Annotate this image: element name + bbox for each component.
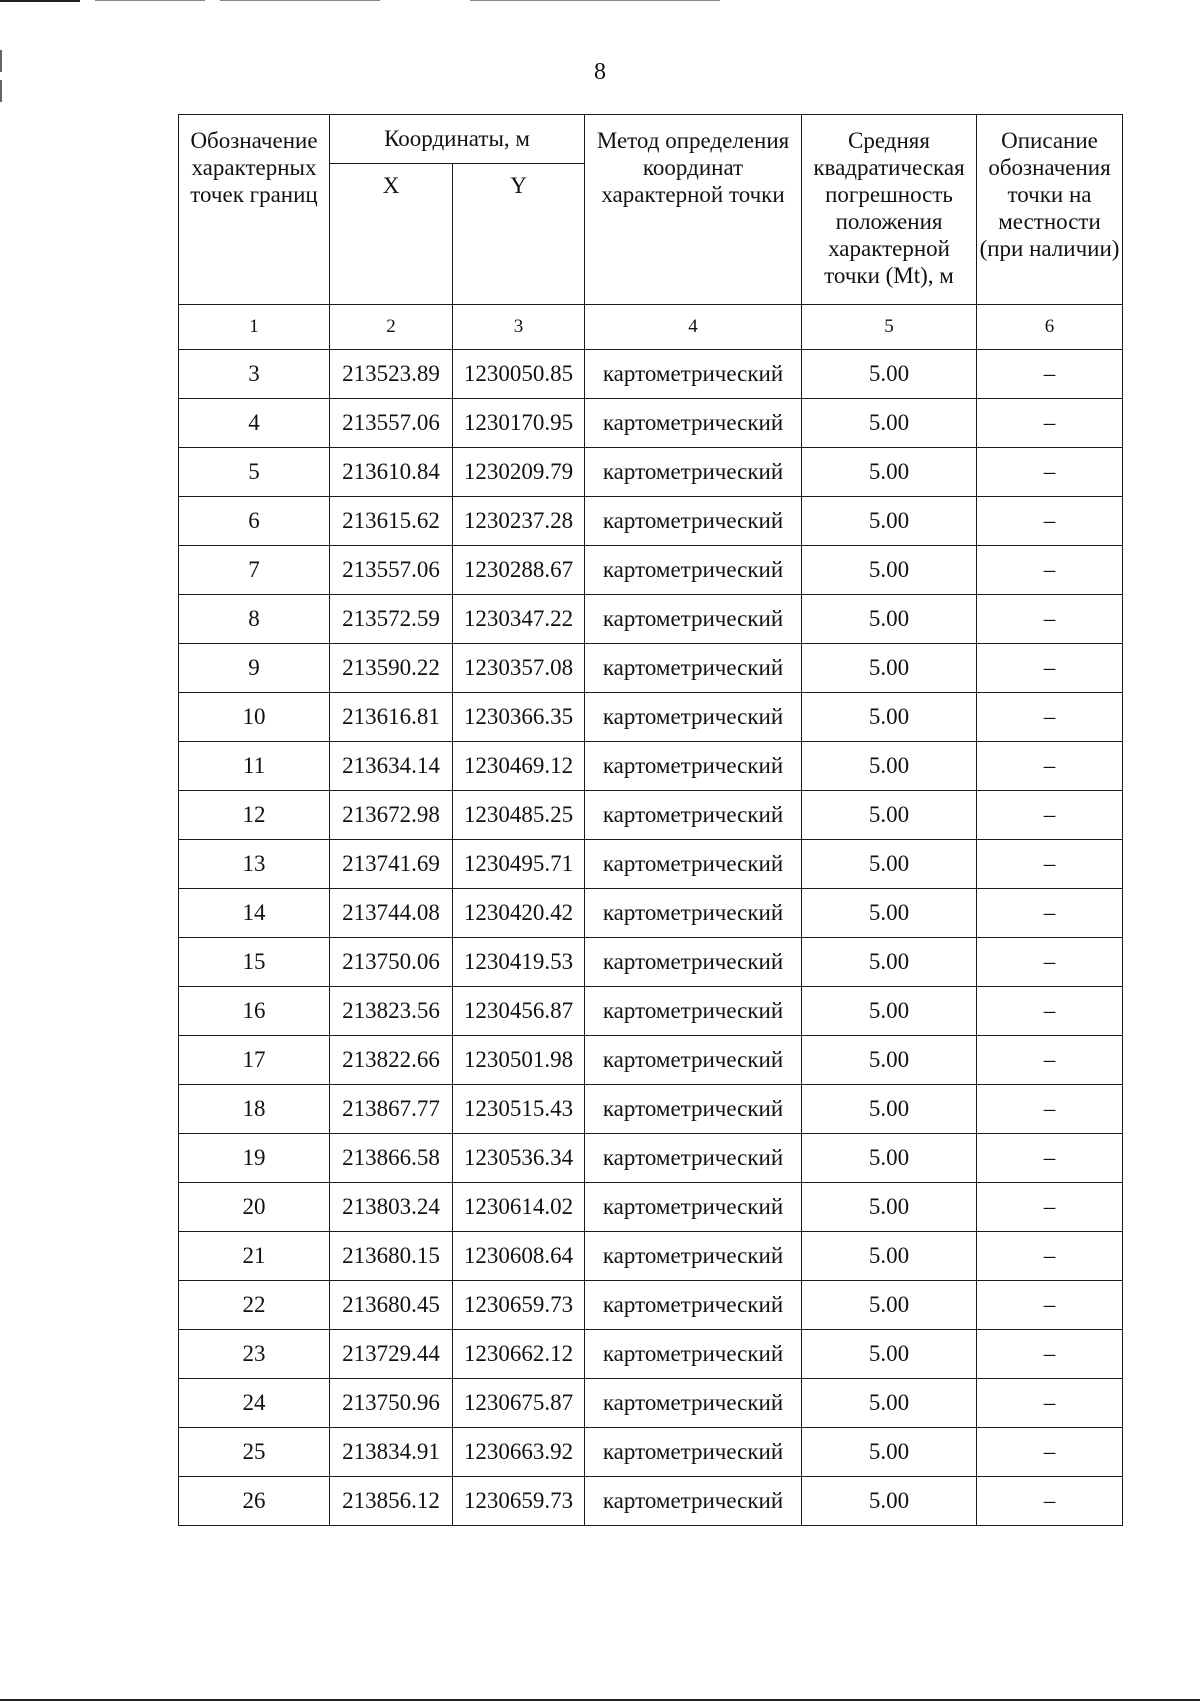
- cell-description: –: [977, 889, 1123, 938]
- cell-point: 21: [179, 1232, 330, 1281]
- cell-y: 1230536.34: [453, 1134, 585, 1183]
- cell-description: –: [977, 840, 1123, 889]
- cell-description: –: [977, 1330, 1123, 1379]
- cell-x: 213616.81: [330, 693, 453, 742]
- cell-x: 213615.62: [330, 497, 453, 546]
- cell-error: 5.00: [802, 1281, 977, 1330]
- cell-y: 1230209.79: [453, 448, 585, 497]
- table-row: [179, 1085, 1123, 1134]
- cell-description: –: [977, 987, 1123, 1036]
- cell-y: 1230347.22: [453, 595, 585, 644]
- cell-method: картометрический: [585, 644, 802, 693]
- cell-point: 25: [179, 1428, 330, 1477]
- cell-y: 1230501.98: [453, 1036, 585, 1085]
- cell-description: –: [977, 1379, 1123, 1428]
- cell-x: 213557.06: [330, 399, 453, 448]
- cell-description: –: [977, 497, 1123, 546]
- column-number: 1: [179, 305, 330, 350]
- cell-error: 5.00: [802, 1477, 977, 1526]
- cell-x: 213634.14: [330, 742, 453, 791]
- cell-x: 213744.08: [330, 889, 453, 938]
- cell-x: 213867.77: [330, 1085, 453, 1134]
- cell-error: 5.00: [802, 693, 977, 742]
- cell-x: 213729.44: [330, 1330, 453, 1379]
- cell-method: картометрический: [585, 1330, 802, 1379]
- cell-method: картометрический: [585, 987, 802, 1036]
- table-row: [179, 1477, 1123, 1526]
- cell-x: 213750.06: [330, 938, 453, 987]
- header-y: Y: [453, 164, 585, 305]
- table-row: [179, 1281, 1123, 1330]
- cell-y: 1230419.53: [453, 938, 585, 987]
- cell-x: 213741.69: [330, 840, 453, 889]
- cell-error: 5.00: [802, 791, 977, 840]
- cell-point: 24: [179, 1379, 330, 1428]
- cell-error: 5.00: [802, 644, 977, 693]
- cell-error: 5.00: [802, 742, 977, 791]
- cell-description: –: [977, 546, 1123, 595]
- cell-point: 15: [179, 938, 330, 987]
- table-row: [179, 889, 1123, 938]
- cell-y: 1230495.71: [453, 840, 585, 889]
- column-number: 3: [453, 305, 585, 350]
- cell-method: картометрический: [585, 497, 802, 546]
- cell-point: 12: [179, 791, 330, 840]
- cell-y: 1230170.95: [453, 399, 585, 448]
- header-x: X: [330, 164, 453, 305]
- cell-point: 19: [179, 1134, 330, 1183]
- cell-point: 26: [179, 1477, 330, 1526]
- cell-description: –: [977, 448, 1123, 497]
- cell-method: картометрический: [585, 350, 802, 399]
- table-row: [179, 742, 1123, 791]
- cell-point: 6: [179, 497, 330, 546]
- cell-description: –: [977, 399, 1123, 448]
- table-row: [179, 448, 1123, 497]
- table-row: [179, 693, 1123, 742]
- scan-artifact: [220, 0, 380, 1]
- cell-point: 7: [179, 546, 330, 595]
- cell-description: –: [977, 1281, 1123, 1330]
- cell-y: 1230366.35: [453, 693, 585, 742]
- cell-description: –: [977, 1428, 1123, 1477]
- table-row: [179, 1428, 1123, 1477]
- table-row: [179, 938, 1123, 987]
- cell-y: 1230659.73: [453, 1281, 585, 1330]
- cell-y: 1230469.12: [453, 742, 585, 791]
- cell-description: –: [977, 1477, 1123, 1526]
- cell-x: 213803.24: [330, 1183, 453, 1232]
- table-row: [179, 399, 1123, 448]
- cell-point: 22: [179, 1281, 330, 1330]
- cell-point: 3: [179, 350, 330, 399]
- cell-x: 213590.22: [330, 644, 453, 693]
- table-row: [179, 644, 1123, 693]
- cell-error: 5.00: [802, 1183, 977, 1232]
- cell-error: 5.00: [802, 497, 977, 546]
- cell-point: 18: [179, 1085, 330, 1134]
- cell-x: 213822.66: [330, 1036, 453, 1085]
- cell-x: 213680.15: [330, 1232, 453, 1281]
- cell-point: 14: [179, 889, 330, 938]
- cell-point: 10: [179, 693, 330, 742]
- cell-method: картометрический: [585, 1379, 802, 1428]
- cell-error: 5.00: [802, 448, 977, 497]
- column-number: 2: [330, 305, 453, 350]
- cell-method: картометрический: [585, 693, 802, 742]
- scan-edge-top: [0, 0, 80, 2]
- cell-method: картометрический: [585, 595, 802, 644]
- cell-method: картометрический: [585, 546, 802, 595]
- page-number: 8: [594, 59, 606, 85]
- cell-point: 5: [179, 448, 330, 497]
- cell-y: 1230675.87: [453, 1379, 585, 1428]
- cell-error: 5.00: [802, 1379, 977, 1428]
- cell-description: –: [977, 595, 1123, 644]
- column-number: 6: [977, 305, 1123, 350]
- cell-method: картометрический: [585, 1428, 802, 1477]
- cell-method: картометрический: [585, 1085, 802, 1134]
- scan-artifact: [470, 0, 720, 1]
- table-row: [179, 1232, 1123, 1281]
- cell-point: 23: [179, 1330, 330, 1379]
- cell-x: 213866.58: [330, 1134, 453, 1183]
- cell-error: 5.00: [802, 595, 977, 644]
- table-body: [179, 350, 1123, 1526]
- cell-x: 213557.06: [330, 546, 453, 595]
- cell-point: 4: [179, 399, 330, 448]
- cell-error: 5.00: [802, 1036, 977, 1085]
- cell-point: 13: [179, 840, 330, 889]
- table-row: [179, 1379, 1123, 1428]
- cell-x: 213823.56: [330, 987, 453, 1036]
- cell-error: 5.00: [802, 399, 977, 448]
- cell-error: 5.00: [802, 350, 977, 399]
- table-row: [179, 1330, 1123, 1379]
- cell-y: 1230662.12: [453, 1330, 585, 1379]
- cell-description: –: [977, 693, 1123, 742]
- cell-x: 213523.89: [330, 350, 453, 399]
- cell-description: –: [977, 1134, 1123, 1183]
- cell-y: 1230288.67: [453, 546, 585, 595]
- cell-x: 213750.96: [330, 1379, 453, 1428]
- cell-description: –: [977, 1085, 1123, 1134]
- cell-error: 5.00: [802, 889, 977, 938]
- cell-description: –: [977, 350, 1123, 399]
- cell-x: 213680.45: [330, 1281, 453, 1330]
- cell-error: 5.00: [802, 1134, 977, 1183]
- cell-method: картометрический: [585, 889, 802, 938]
- cell-method: картометрический: [585, 399, 802, 448]
- cell-method: картометрический: [585, 938, 802, 987]
- cell-x: 213856.12: [330, 1477, 453, 1526]
- cell-method: картометрический: [585, 791, 802, 840]
- cell-point: 11: [179, 742, 330, 791]
- cell-y: 1230456.87: [453, 987, 585, 1036]
- table-row: [179, 1036, 1123, 1085]
- coordinates-table: [178, 114, 1123, 1526]
- header-description: Описание обозначения точки на местности (при наличии): [977, 115, 1123, 305]
- cell-y: 1230420.42: [453, 889, 585, 938]
- cell-error: 5.00: [802, 938, 977, 987]
- cell-y: 1230659.73: [453, 1477, 585, 1526]
- cell-point: 17: [179, 1036, 330, 1085]
- cell-y: 1230357.08: [453, 644, 585, 693]
- cell-method: картометрический: [585, 1477, 802, 1526]
- cell-method: картометрический: [585, 1232, 802, 1281]
- cell-error: 5.00: [802, 1232, 977, 1281]
- cell-description: –: [977, 742, 1123, 791]
- header-coordinates: Координаты, м: [330, 115, 585, 164]
- cell-method: картометрический: [585, 448, 802, 497]
- cell-point: 16: [179, 987, 330, 1036]
- cell-description: –: [977, 791, 1123, 840]
- header-method: Метод определения координат характерной точки: [585, 115, 802, 305]
- cell-method: картометрический: [585, 742, 802, 791]
- cell-description: –: [977, 1232, 1123, 1281]
- table-row: [179, 497, 1123, 546]
- table-row: [179, 1134, 1123, 1183]
- scan-artifact: [95, 0, 205, 1]
- table-row: [179, 546, 1123, 595]
- cell-x: 213610.84: [330, 448, 453, 497]
- cell-error: 5.00: [802, 840, 977, 889]
- cell-method: картометрический: [585, 1281, 802, 1330]
- column-numbers-row: [179, 305, 1123, 350]
- cell-y: 1230485.25: [453, 791, 585, 840]
- cell-error: 5.00: [802, 1428, 977, 1477]
- table-row: [179, 1183, 1123, 1232]
- header-error: Средняя квадратическая погрешность положения характерной точки (Mt), м: [802, 115, 977, 305]
- cell-error: 5.00: [802, 1085, 977, 1134]
- cell-x: 213572.59: [330, 595, 453, 644]
- cell-y: 1230663.92: [453, 1428, 585, 1477]
- table-header: [179, 115, 1123, 350]
- table-row: [179, 595, 1123, 644]
- table-row: [179, 791, 1123, 840]
- cell-description: –: [977, 1036, 1123, 1085]
- cell-point: 20: [179, 1183, 330, 1232]
- cell-method: картометрический: [585, 1036, 802, 1085]
- cell-description: –: [977, 1183, 1123, 1232]
- cell-y: 1230515.43: [453, 1085, 585, 1134]
- table-row: [179, 840, 1123, 889]
- cell-point: 9: [179, 644, 330, 693]
- cell-x: 213672.98: [330, 791, 453, 840]
- cell-error: 5.00: [802, 1330, 977, 1379]
- cell-y: 1230050.85: [453, 350, 585, 399]
- cell-description: –: [977, 938, 1123, 987]
- cell-x: 213834.91: [330, 1428, 453, 1477]
- table-row: [179, 987, 1123, 1036]
- header-point-designation: Обозначение характерных точек границ: [179, 115, 330, 305]
- cell-error: 5.00: [802, 546, 977, 595]
- cell-method: картометрический: [585, 1183, 802, 1232]
- column-number: 5: [802, 305, 977, 350]
- cell-method: картометрический: [585, 1134, 802, 1183]
- cell-y: 1230608.64: [453, 1232, 585, 1281]
- cell-method: картометрический: [585, 840, 802, 889]
- cell-error: 5.00: [802, 987, 977, 1036]
- cell-point: 8: [179, 595, 330, 644]
- cell-y: 1230614.02: [453, 1183, 585, 1232]
- table-row: [179, 350, 1123, 399]
- cell-description: –: [977, 644, 1123, 693]
- cell-y: 1230237.28: [453, 497, 585, 546]
- column-number: 4: [585, 305, 802, 350]
